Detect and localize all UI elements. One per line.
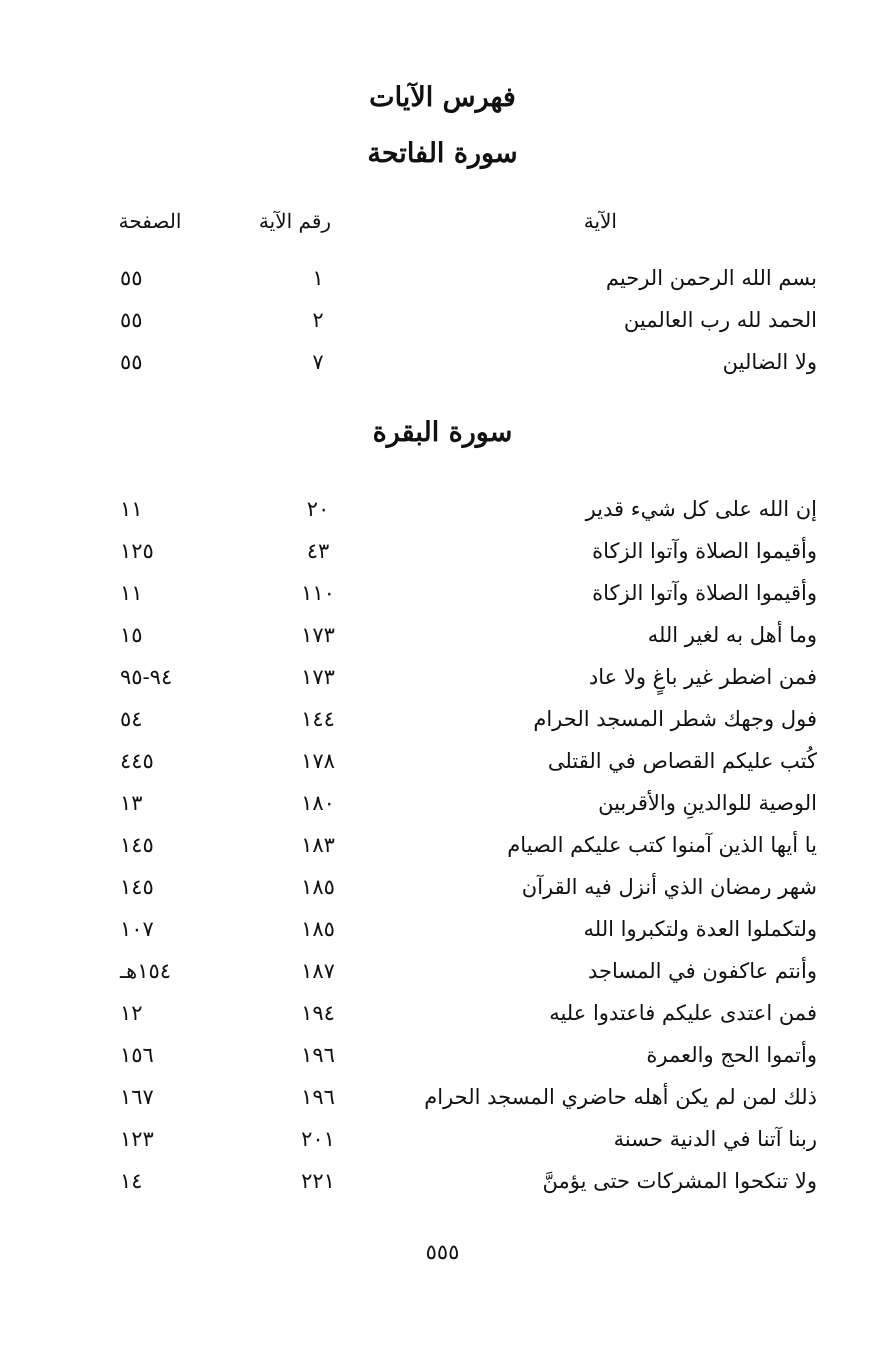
verse-number: ٤٣ bbox=[306, 539, 330, 563]
verse-text: وأقيموا الصلاة وآتوا الزكاة bbox=[592, 581, 817, 605]
table-row bbox=[0, 614, 885, 656]
verse-number: ٧ bbox=[312, 350, 324, 374]
table-row bbox=[0, 299, 885, 341]
verse-number: ١٨٧ bbox=[301, 959, 335, 983]
verse-number: ٢٠ bbox=[306, 497, 330, 521]
page-ref: ١٤٥ bbox=[120, 875, 154, 899]
table-row bbox=[0, 950, 885, 992]
verse-number: ١ bbox=[312, 266, 324, 290]
verse-text: فمن اضطر غير باغٍ ولا عاد bbox=[588, 665, 817, 689]
verse-text: الوصية للوالدينِ والأقربين bbox=[598, 791, 817, 815]
verse-number: ٢ bbox=[312, 308, 324, 332]
verse-text: وأنتم عاكفون في المساجد bbox=[587, 959, 817, 983]
page-title: فهرس الآيات bbox=[369, 82, 516, 113]
page-ref: ٥٥ bbox=[120, 266, 143, 290]
page-ref: ١٢٣ bbox=[120, 1127, 154, 1151]
verse-number: ١٩٦ bbox=[301, 1043, 335, 1067]
table-row bbox=[0, 824, 885, 866]
table-row bbox=[0, 740, 885, 782]
table-row bbox=[0, 257, 885, 299]
page-number: ٥٥٥ bbox=[425, 1240, 460, 1264]
page-ref: ١٣ bbox=[120, 791, 143, 815]
table-row bbox=[0, 488, 885, 530]
table-row bbox=[0, 908, 885, 950]
table-row bbox=[0, 530, 885, 572]
verse-text: وأتموا الحج والعمرة bbox=[646, 1043, 817, 1067]
verse-text: ولا الضالين bbox=[722, 350, 817, 374]
verse-text: كُتب عليكم القصاص في القتلى bbox=[547, 749, 817, 773]
page-ref: ١٤٥ bbox=[120, 833, 154, 857]
page-ref: ١٥٦ bbox=[120, 1043, 154, 1067]
verse-text: يا أيها الذين آمنوا كتب عليكم الصيام bbox=[507, 833, 817, 857]
verse-number: ١٨٣ bbox=[301, 833, 335, 857]
verse-text: بسم الله الرحمن الرحيم bbox=[605, 266, 817, 290]
verse-number: ١٨٥ bbox=[301, 917, 335, 941]
column-header-row bbox=[0, 200, 885, 242]
surah-title-baqara: سورة البقرة bbox=[372, 417, 513, 448]
page-ref: ١١ bbox=[120, 497, 143, 521]
table-row bbox=[0, 1034, 885, 1076]
verse-number: ١٨٥ bbox=[301, 875, 335, 899]
table-row bbox=[0, 782, 885, 824]
verse-number: ١٩٦ bbox=[301, 1085, 335, 1109]
table-row bbox=[0, 698, 885, 740]
page-ref: ٤٤٥ bbox=[120, 749, 154, 773]
verse-text: ولتكملوا العدة ولتكبروا الله bbox=[583, 917, 817, 941]
verse-text: الحمد لله رب العالمين bbox=[623, 308, 817, 332]
verse-number: ٢٢١ bbox=[301, 1169, 335, 1193]
verse-number: ١١٠ bbox=[301, 581, 335, 605]
page-ref: ٥٤ bbox=[120, 707, 143, 731]
verse-number: ١٨٠ bbox=[301, 791, 335, 815]
verse-text: ولا تنكحوا المشركات حتى يؤمنَّ bbox=[542, 1169, 817, 1193]
page-ref: ١٤ bbox=[120, 1169, 143, 1193]
table-row bbox=[0, 866, 885, 908]
table-row bbox=[0, 992, 885, 1034]
page-ref: ١٥٤هـ bbox=[120, 959, 172, 983]
page-ref: ١٥ bbox=[120, 623, 143, 647]
page-ref: ١٢ bbox=[120, 1001, 143, 1025]
verse-text: وأقيموا الصلاة وآتوا الزكاة bbox=[592, 539, 817, 563]
table-row bbox=[0, 1160, 885, 1202]
verse-number: ١٧٣ bbox=[301, 623, 335, 647]
surah-title-fatiha: سورة الفاتحة bbox=[367, 138, 518, 169]
page-ref: ١٦٧ bbox=[120, 1085, 154, 1109]
verse-number: ١٩٤ bbox=[301, 1001, 335, 1025]
column-header-page: الصفحة bbox=[118, 209, 182, 233]
page-ref: ٥٥ bbox=[120, 350, 143, 374]
verse-text: وما أهل به لغير الله bbox=[647, 623, 817, 647]
table-row bbox=[0, 341, 885, 383]
table-row bbox=[0, 572, 885, 614]
verse-number: ١٧٣ bbox=[301, 665, 335, 689]
page-ref: ١٢٥ bbox=[120, 539, 154, 563]
verse-text: ذلك لمن لم يكن أهله حاضري المسجد الحرام bbox=[424, 1085, 817, 1109]
verse-text: إن الله على كل شيء قدير bbox=[585, 497, 817, 521]
page-ref: ٩٤-٩٥ bbox=[120, 665, 173, 689]
verse-text: شهر رمضان الذي أنزل فيه القرآن bbox=[521, 875, 817, 899]
page-ref: ١١ bbox=[120, 581, 143, 605]
verse-number: ٢٠١ bbox=[301, 1127, 335, 1151]
table-row bbox=[0, 656, 885, 698]
page-ref: ٥٥ bbox=[120, 308, 143, 332]
column-header-verse: الآية bbox=[583, 209, 617, 233]
page-ref: ١٠٧ bbox=[120, 917, 154, 941]
verse-number: ١٧٨ bbox=[301, 749, 335, 773]
verse-text: ربنا آتنا في الدنية حسنة bbox=[613, 1127, 817, 1151]
verse-text: فول وجهك شطر المسجد الحرام bbox=[533, 707, 817, 731]
table-row bbox=[0, 1118, 885, 1160]
column-header-verse-number: رقم الآية bbox=[258, 209, 332, 233]
verse-number: ١٤٤ bbox=[301, 707, 335, 731]
verse-text: فمن اعتدى عليكم فاعتدوا عليه bbox=[549, 1001, 817, 1025]
table-row bbox=[0, 1076, 885, 1118]
